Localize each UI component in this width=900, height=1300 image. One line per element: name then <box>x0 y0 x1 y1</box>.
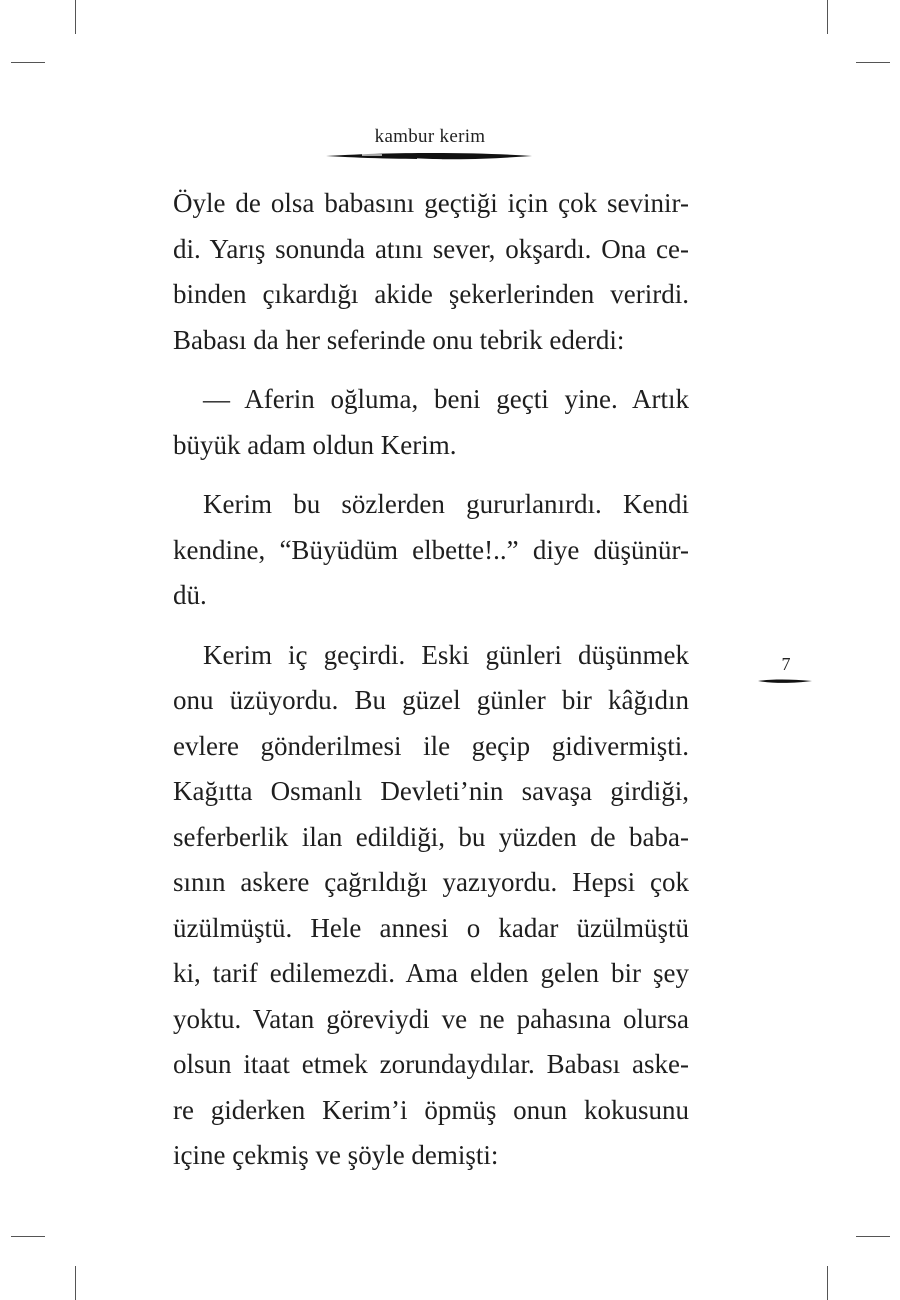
text-line: üzülmüştü. Hele annesi o kadar üzülmüştü <box>173 912 689 943</box>
crop-mark-bottom-right-horizontal <box>856 1236 890 1237</box>
text-line: içine çekmiş ve şöyle demişti: <box>173 1140 499 1170</box>
text-line: yoktu. Vatan göreviydi ve ne pahasına olursa <box>173 1003 689 1034</box>
crop-mark-bottom-left-horizontal <box>11 1236 45 1237</box>
crop-mark-bottom-right-vertical <box>827 1266 828 1300</box>
paragraph <box>173 633 689 1179</box>
text-line: Öyle de olsa babasını geçtiği için çok sevinir- <box>173 188 689 218</box>
paragraph <box>173 377 689 468</box>
text-line: olsun itaat etmek zorundaydılar. Babası aske- <box>173 1049 689 1079</box>
text-line: di. Yarış sonunda atını sever, okşardı. Ona ce- <box>173 233 689 264</box>
text-line: binden çıkardığı akide şekerlerinden verirdi. <box>173 279 689 309</box>
crop-mark-top-left-horizontal <box>11 62 45 63</box>
paragraph <box>173 482 689 619</box>
text-line: sının askere çağrıldığı yazıyordu. Hepsi çok <box>173 867 689 897</box>
crop-mark-top-right-vertical <box>827 0 828 34</box>
body-text <box>173 181 689 1193</box>
text-line: Kerim iç geçirdi. Eski günleri düşünmek <box>203 639 689 670</box>
text-line: ki, tarif edilemezdi. Ama elden gelen bir şey <box>173 958 689 988</box>
text-line: Babası da her seferinde onu tebrik ederdi: <box>173 324 625 355</box>
crop-mark-top-left-vertical <box>75 0 76 34</box>
text-line: seferberlik ilan edildiği, bu yüzden de baba- <box>173 821 689 852</box>
text-line: Kerim bu sözlerden gururlanırdı. Kendi <box>203 489 689 519</box>
crop-mark-bottom-left-vertical <box>75 1266 76 1300</box>
text-line: re giderken Kerim’i öpmüş onun kokusunu <box>173 1094 689 1125</box>
brush-stroke-divider <box>322 148 536 164</box>
running-head-title: kambur kerim <box>374 126 486 147</box>
crop-mark-top-right-horizontal <box>856 62 890 63</box>
page-number-brush-stroke <box>756 676 814 686</box>
text-line: evlere gönderilmesi ile geçip gidivermişti. <box>173 730 689 761</box>
text-line: büyük adam oldun Kerim. <box>173 429 457 460</box>
text-line: onu üzüyordu. Bu güzel günler bir kâğıdın <box>173 685 689 715</box>
text-line: dü. <box>173 580 207 610</box>
text-line: — Aferin oğluma, beni geçti yine. Artık <box>203 384 689 414</box>
paragraph <box>173 181 689 363</box>
text-line: Kağıtta Osmanlı Devleti’nin savaşa girdiği, <box>173 776 689 806</box>
page-number: 7 <box>781 654 791 674</box>
text-line: kendine, “Büyüdüm elbette!..” diye düşünür- <box>173 534 689 565</box>
